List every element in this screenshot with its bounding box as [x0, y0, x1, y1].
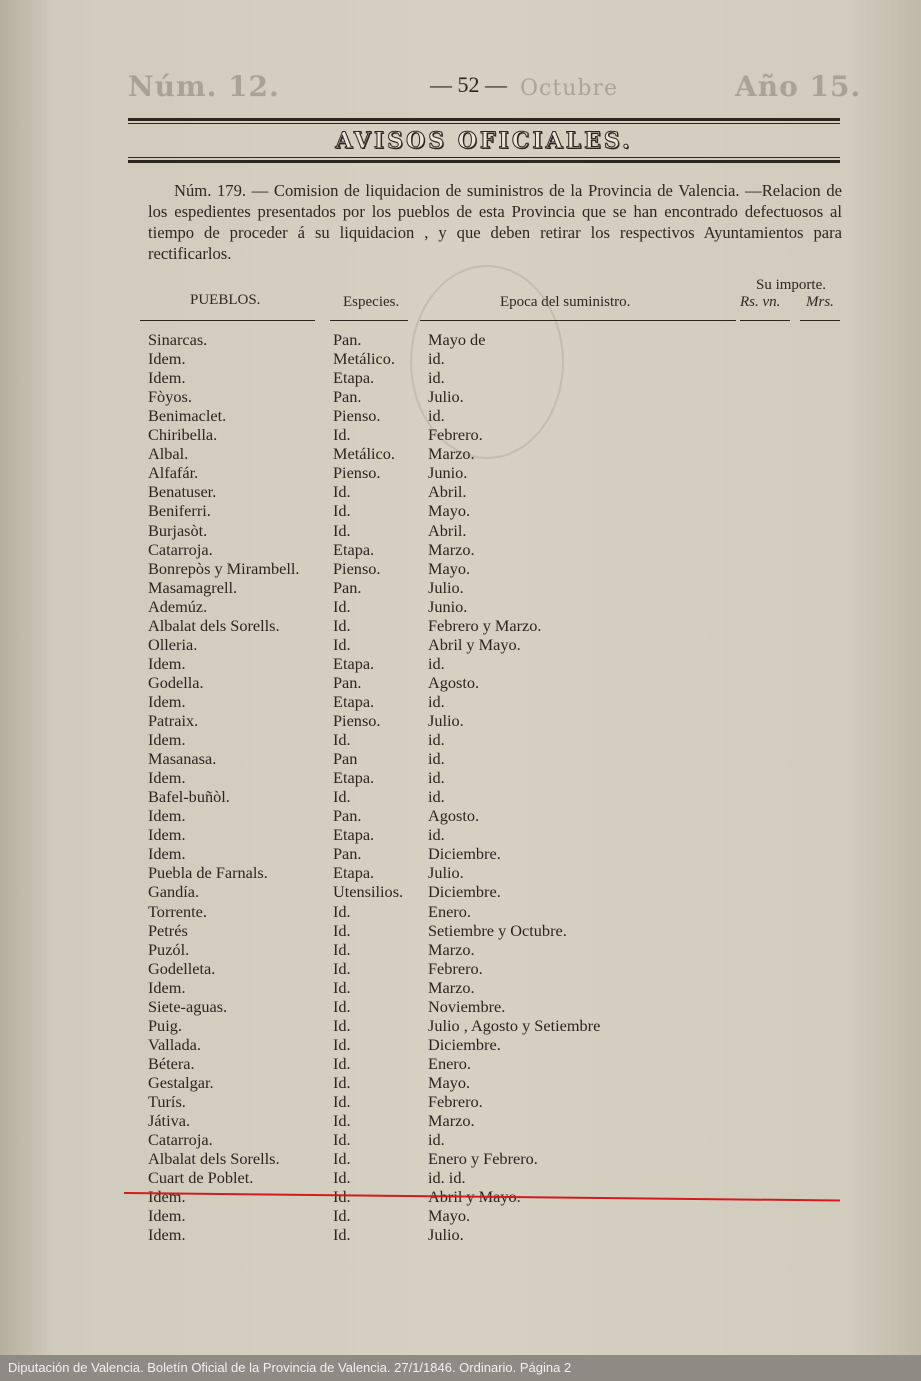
cell-pueblo: Catarroja.: [148, 540, 213, 559]
cell-especie: Id.: [333, 616, 351, 635]
cell-epoca: id.: [428, 654, 445, 673]
bleed-through-year: Año 15.: [735, 70, 862, 103]
cell-especie: Pan.: [333, 387, 362, 406]
cell-pueblo: Petrés: [148, 921, 188, 940]
cell-especie: Pan: [333, 749, 358, 768]
cell-epoca: id.: [428, 692, 445, 711]
cell-pueblo: Vallada.: [148, 1035, 201, 1054]
header-underline-pueblos: [140, 320, 315, 321]
cell-epoca: Julio.: [428, 1225, 464, 1244]
cell-epoca: id.: [428, 825, 445, 844]
cell-epoca: Enero y Febrero.: [428, 1149, 538, 1168]
cell-epoca: Mayo de: [428, 330, 486, 349]
cell-pueblo: Idem.: [148, 1206, 186, 1225]
cell-epoca: Mayo.: [428, 1073, 471, 1092]
cell-epoca: id.: [428, 787, 445, 806]
cell-pueblo: Gestalgar.: [148, 1073, 214, 1092]
cell-pueblo: Idem.: [148, 730, 186, 749]
cell-pueblo: Torrente.: [148, 902, 207, 921]
cell-epoca: Mayo.: [428, 1206, 471, 1225]
cell-pueblo: Godelleta.: [148, 959, 216, 978]
cell-pueblo: Fòyos.: [148, 387, 192, 406]
cell-especie: Id.: [333, 787, 351, 806]
header-underline-especies: [330, 320, 408, 321]
cell-epoca: Enero.: [428, 1054, 471, 1073]
header-underline-mrs: [800, 320, 840, 321]
cell-especie: Utensilios.: [333, 882, 404, 901]
cell-epoca: Agosto.: [428, 673, 480, 692]
cell-pueblo: Cuart de Poblet.: [148, 1168, 254, 1187]
cell-especie: Id.: [333, 482, 351, 501]
cell-especie: Id.: [333, 425, 351, 444]
footer-citation: Diputación de Valencia. Boletín Oficial de la Provincia de Valencia. 27/1/1846. Ordinario. Página 2: [0, 1355, 921, 1381]
cell-pueblo: Gandía.: [148, 882, 200, 901]
cell-especie: Pan.: [333, 844, 362, 863]
cell-pueblo: Puebla de Farnals.: [148, 863, 268, 882]
cell-pueblo: Chiribella.: [148, 425, 218, 444]
cell-especie: Pan.: [333, 673, 362, 692]
title-rule-thick: [128, 160, 840, 163]
cell-epoca: Marzo.: [428, 978, 475, 997]
cell-especie: Pan.: [333, 330, 362, 349]
cell-especie: Id.: [333, 1168, 351, 1187]
cell-especie: Id.: [333, 1111, 351, 1130]
title-rule-thin: [128, 157, 840, 158]
cell-epoca: Julio.: [428, 387, 464, 406]
cell-especie: Pienso.: [333, 463, 381, 482]
cell-pueblo: Albal.: [148, 444, 189, 463]
cell-pueblo: Turís.: [148, 1092, 186, 1111]
cell-pueblo: Idem.: [148, 806, 186, 825]
cell-pueblo: Idem.: [148, 1225, 186, 1244]
cell-epoca: Abril y Mayo.: [428, 635, 521, 654]
cell-pueblo: Idem.: [148, 978, 186, 997]
cell-epoca: id.: [428, 749, 445, 768]
cell-epoca: Marzo.: [428, 444, 475, 463]
cell-especie: Etapa.: [333, 540, 375, 559]
cell-epoca: id.: [428, 349, 445, 368]
cell-especie: Id.: [333, 1187, 351, 1206]
cell-epoca: id.: [428, 406, 445, 425]
cell-especie: Id.: [333, 1130, 351, 1149]
cell-pueblo: Idem.: [148, 844, 186, 863]
cell-pueblo: Puzól.: [148, 940, 190, 959]
cell-especie: Pan.: [333, 806, 362, 825]
cell-especie: Id.: [333, 997, 351, 1016]
cell-pueblo: Beniferri.: [148, 501, 211, 520]
cell-epoca: id. id.: [428, 1168, 466, 1187]
cell-epoca: Febrero y Marzo.: [428, 616, 542, 635]
cell-especie: Metálico.: [333, 444, 395, 463]
cell-especie: Id.: [333, 1092, 351, 1111]
cell-especie: Id.: [333, 978, 351, 997]
cell-epoca: Febrero.: [428, 1092, 483, 1111]
cell-especie: Id.: [333, 730, 351, 749]
cell-epoca: Marzo.: [428, 1111, 475, 1130]
bleed-through-month: Octubre: [520, 76, 618, 101]
cell-epoca: id.: [428, 368, 445, 387]
cell-especie: Pienso.: [333, 559, 381, 578]
cell-pueblo: Idem.: [148, 1187, 186, 1206]
cell-pueblo: Godella.: [148, 673, 204, 692]
cell-especie: Etapa.: [333, 768, 375, 787]
cell-especie: Id.: [333, 940, 351, 959]
cell-epoca: Julio.: [428, 711, 464, 730]
cell-pueblo: Sinarcas.: [148, 330, 208, 349]
cell-epoca: Noviembre.: [428, 997, 506, 1016]
cell-especie: Id.: [333, 1073, 351, 1092]
cell-especie: Id.: [333, 902, 351, 921]
cell-especie: Id.: [333, 501, 351, 520]
cell-epoca: Junio.: [428, 463, 468, 482]
cell-epoca: Diciembre.: [428, 1035, 501, 1054]
col-header-especies: Especies.: [343, 294, 400, 310]
cell-pueblo: Bétera.: [148, 1054, 195, 1073]
cell-epoca: Julio.: [428, 578, 464, 597]
cell-pueblo: Albalat dels Sorells.: [148, 1149, 280, 1168]
cell-pueblo: Olleria.: [148, 635, 198, 654]
cell-epoca: id.: [428, 1130, 445, 1149]
col-header-epoca: Epoca del suministro.: [500, 294, 631, 310]
cell-especie: Etapa.: [333, 368, 375, 387]
cell-epoca: Julio , Agosto y Setiembre: [428, 1016, 601, 1035]
cell-especie: Pienso.: [333, 711, 381, 730]
cell-epoca: Marzo.: [428, 540, 475, 559]
cell-pueblo: Idem.: [148, 768, 186, 787]
cell-pueblo: Masanasa.: [148, 749, 217, 768]
cell-pueblo: Puig.: [148, 1016, 182, 1035]
cell-especie: Etapa.: [333, 825, 375, 844]
cell-pueblo: Siete-aguas.: [148, 997, 228, 1016]
cell-epoca: Febrero.: [428, 959, 483, 978]
cell-pueblo: Benimaclet.: [148, 406, 227, 425]
cell-especie: Etapa.: [333, 863, 375, 882]
cell-epoca: Mayo.: [428, 501, 471, 520]
cell-especie: Id.: [333, 959, 351, 978]
cell-pueblo: Idem.: [148, 368, 186, 387]
cell-epoca: Marzo.: [428, 940, 475, 959]
cell-especie: Id.: [333, 597, 351, 616]
cell-pueblo: Benatuser.: [148, 482, 217, 501]
cell-epoca: Diciembre.: [428, 844, 501, 863]
col-header-mrs: Mrs.: [806, 294, 834, 310]
cell-especie: Id.: [333, 521, 351, 540]
cell-pueblo: Játiva.: [148, 1111, 191, 1130]
cell-epoca: Junio.: [428, 597, 468, 616]
section-title: AVISOS OFICIALES.: [335, 128, 633, 154]
page-number: — 52 —: [430, 72, 507, 97]
cell-pueblo: Idem.: [148, 654, 186, 673]
cell-especie: Id.: [333, 1035, 351, 1054]
cell-especie: Etapa.: [333, 692, 375, 711]
cell-epoca: Agosto.: [428, 806, 480, 825]
cell-especie: Pienso.: [333, 406, 381, 425]
cell-epoca: Abril.: [428, 521, 467, 540]
bleed-through-issue-number: Núm. 12.: [128, 70, 280, 103]
col-header-importe: Su importe.: [756, 277, 826, 293]
cell-pueblo: Ademúz.: [148, 597, 208, 616]
cell-pueblo: Catarroja.: [148, 1130, 213, 1149]
cell-especie: Id.: [333, 1149, 351, 1168]
cell-especie: Id.: [333, 1206, 351, 1225]
top-rule-thick: [128, 118, 840, 121]
cell-especie: Id.: [333, 635, 351, 654]
cell-pueblo: Albalat dels Sorells.: [148, 616, 280, 635]
cell-especie: Id.: [333, 921, 351, 940]
cell-pueblo: Masamagrell.: [148, 578, 238, 597]
cell-pueblo: Burjasòt.: [148, 521, 208, 540]
notice-intro: [148, 180, 842, 264]
col-header-pueblos: PUEBLOS.: [190, 292, 261, 308]
cell-epoca: Enero.: [428, 902, 471, 921]
cell-especie: Etapa.: [333, 654, 375, 673]
cell-pueblo: Alfafár.: [148, 463, 199, 482]
cell-especie: Id.: [333, 1054, 351, 1073]
cell-especie: Pan.: [333, 578, 362, 597]
cell-pueblo: Idem.: [148, 825, 186, 844]
top-rule-thin: [128, 123, 840, 124]
cell-pueblo: Idem.: [148, 349, 186, 368]
cell-pueblo: Bafel-buñòl.: [148, 787, 230, 806]
cell-epoca: Setiembre y Octubre.: [428, 921, 567, 940]
header-underline-rs: [740, 320, 790, 321]
cell-especie: Id.: [333, 1016, 351, 1035]
header-underline-epoca: [420, 320, 736, 321]
col-header-rs: Rs. vn.: [740, 294, 781, 310]
cell-epoca: id.: [428, 768, 445, 787]
notice-text: Núm. 179. — Comision de liquidacion de suministros de la Provincia de Valencia. —Relacion de los espedientes presentados por los pueblos de esta Provincia que se han encontrado defectuosos al tiempo de proceder á su liquidacion , y que deben retirar los respectivos Ayuntamientos para rectificarlos.: [148, 181, 842, 263]
cell-epoca: Julio.: [428, 863, 464, 882]
cell-especie: Id.: [333, 1225, 351, 1244]
cell-especie: Metálico.: [333, 349, 395, 368]
cell-epoca: id.: [428, 730, 445, 749]
cell-pueblo: Patraix.: [148, 711, 199, 730]
cell-epoca: Diciembre.: [428, 882, 501, 901]
cell-epoca: Abril.: [428, 482, 467, 501]
cell-epoca: Mayo.: [428, 559, 471, 578]
cell-pueblo: Bonrepòs y Mirambell.: [148, 559, 300, 578]
cell-epoca: Febrero.: [428, 425, 483, 444]
cell-pueblo: Idem.: [148, 692, 186, 711]
